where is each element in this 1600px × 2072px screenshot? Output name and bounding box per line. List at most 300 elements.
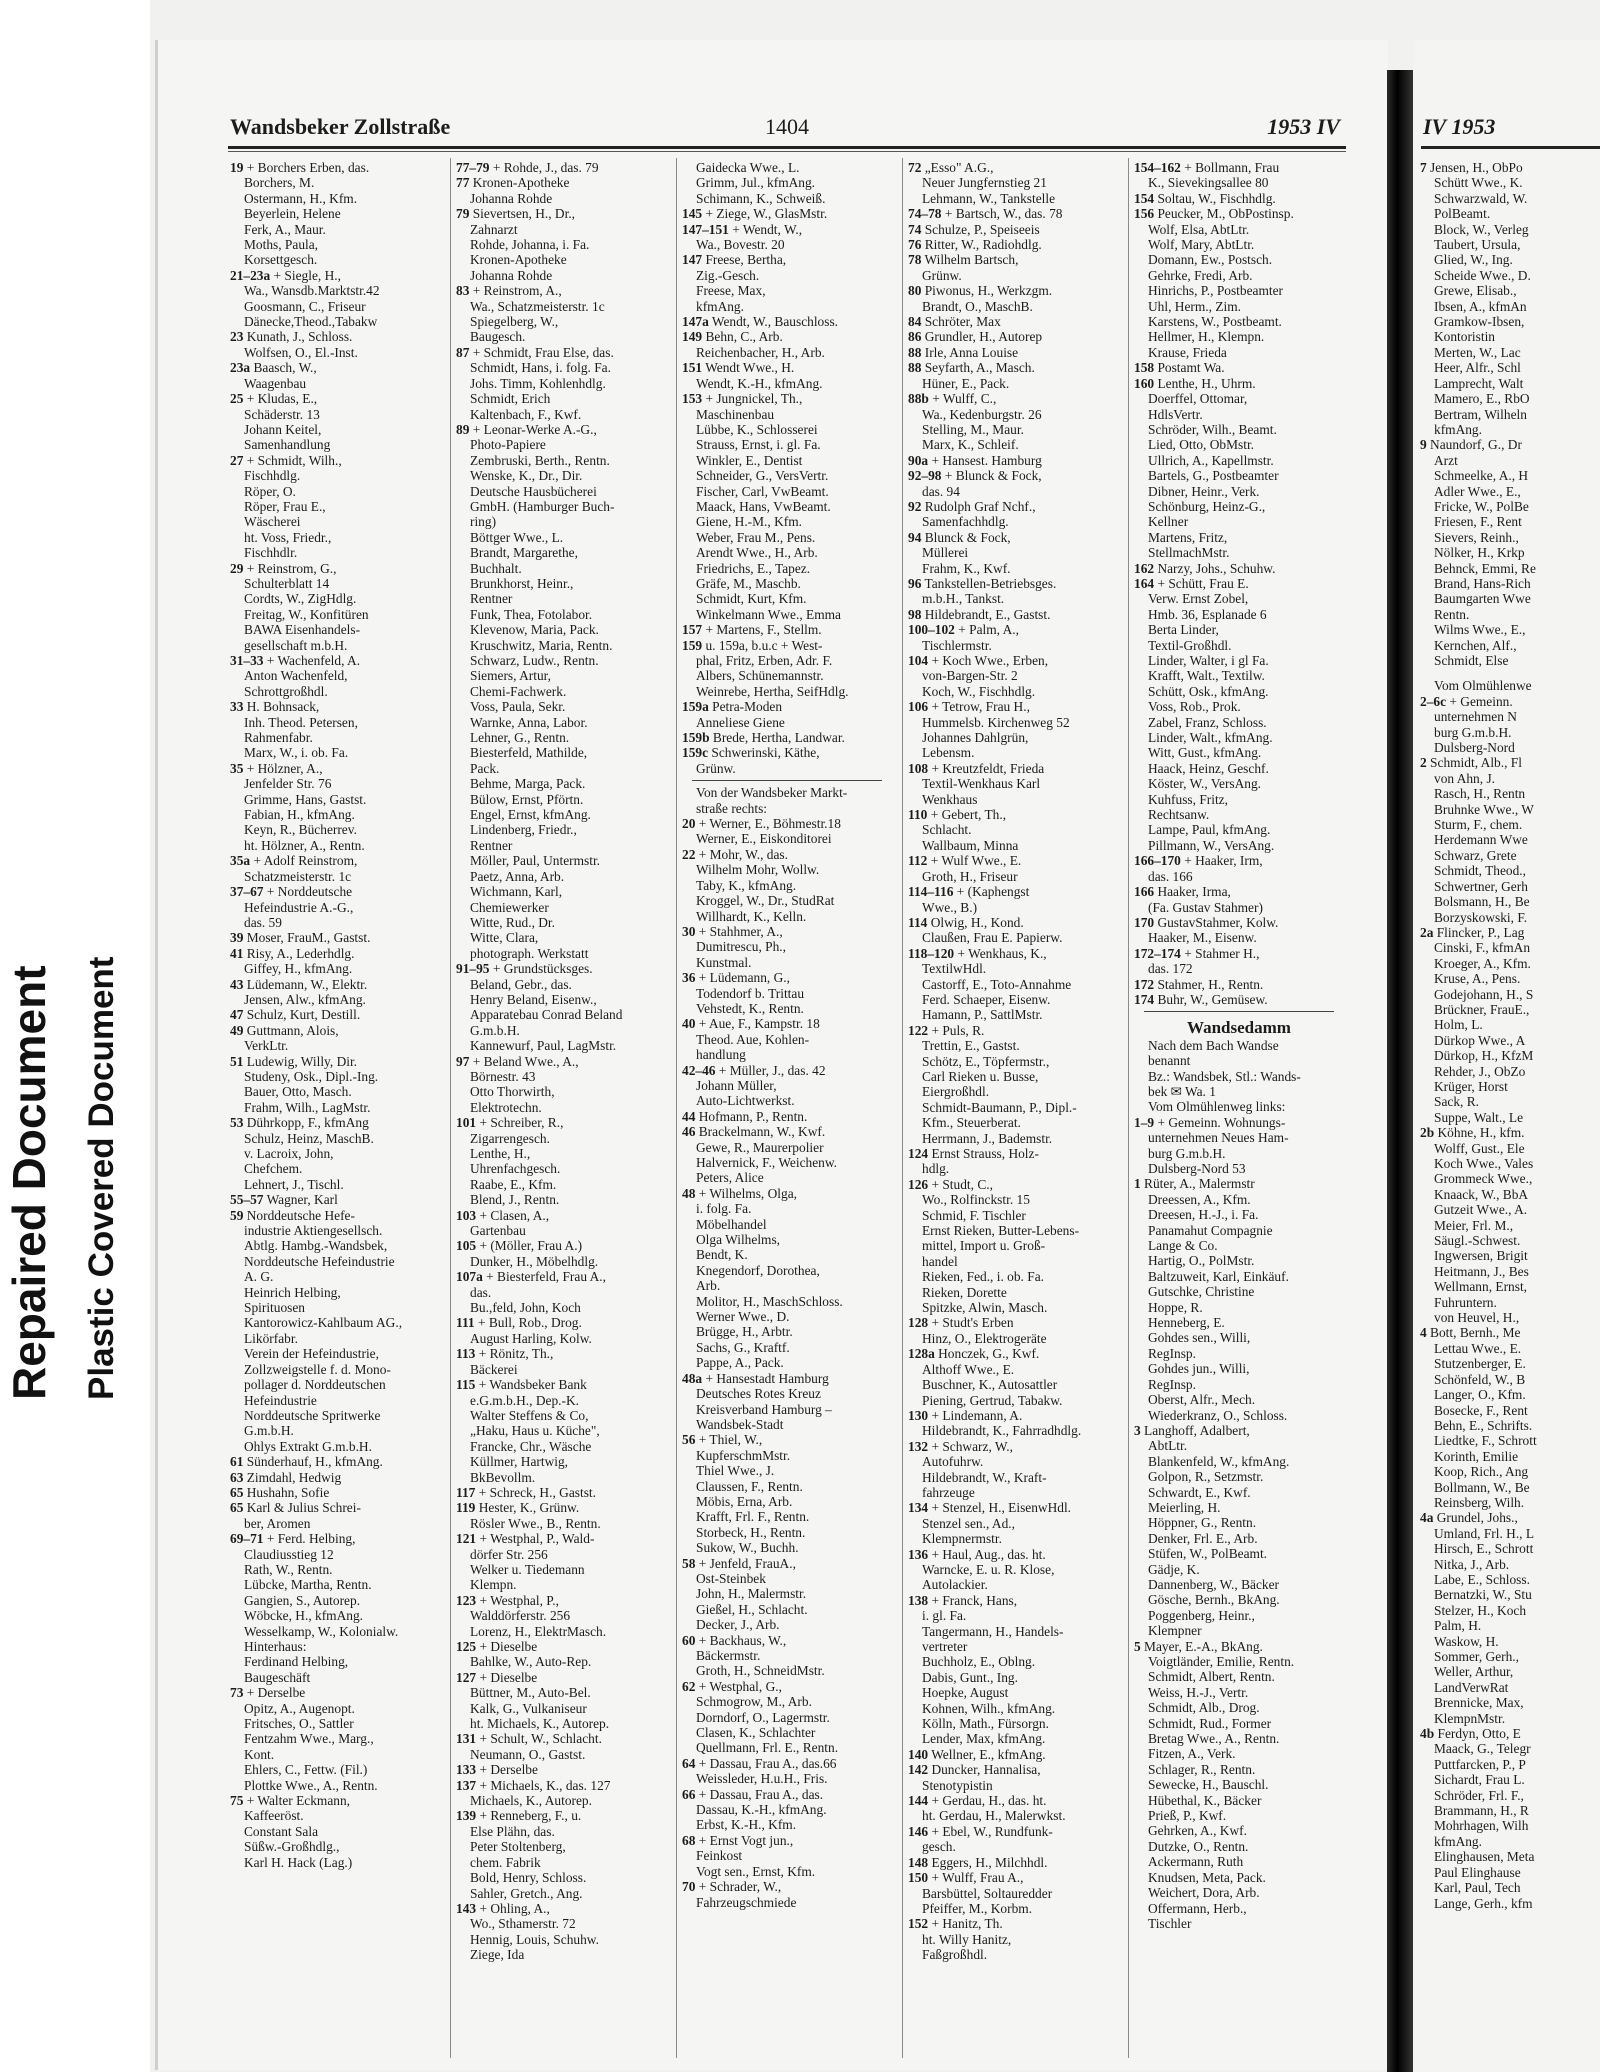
directory-entry: 69–71 + Ferd. Helbing, [230,1531,356,1547]
directory-entry: Paetz, Anna, Arb. [470,868,565,884]
directory-entry: Grünw. [696,760,736,776]
directory-entry: Dänecke,Theod.,Tabakw [244,314,378,330]
column-divider [676,158,677,2058]
directory-entry: 40 + Aue, F., Kampstr. 18 [682,1016,820,1032]
directory-entry: 5 Mayer, E.-A., BkAng. [1134,1638,1263,1654]
directory-entry: 77–79 + Rohde, J., das. 79 [456,160,599,175]
directory-entry: Schlacht. [922,822,972,838]
directory-entry: Köster, W., VersAng. [1148,776,1262,792]
directory-entry: 77 Kronen-Apotheke [456,175,570,191]
directory-entry: benannt [1148,1053,1191,1069]
directory-entry: i. gl. Fa. [922,1608,967,1624]
directory-entry: Lange & Co. [1148,1238,1218,1254]
directory-entry: LandVerwRat [1434,1679,1509,1695]
directory-entry: Wa., Bovestr. 20 [696,237,785,253]
directory-entry: Trettin, E., Gastst. [922,1038,1020,1054]
directory-entry: Korinth, Emilie [1434,1448,1519,1464]
directory-entry: Bäckermstr. [696,1648,761,1663]
directory-entry: Ehlers, C., Fettw. (Fil.) [244,1762,368,1778]
directory-entry: Stelling, M., Maur. [922,421,1024,437]
directory-entry: Suppe, Walt., Le [1434,1109,1524,1125]
directory-entry: Stelzer, H., Koch [1434,1602,1527,1618]
directory-entry: Fischhdlr. [244,545,298,561]
directory-entry: vertreter [922,1639,968,1654]
directory-entry: Kroeger, A., Kfm. [1434,955,1531,971]
directory-entry: Kohnen, Wilh., kfmAng. [922,1700,1056,1716]
directory-entry: Dreessen, A., Kfm. [1148,1191,1251,1207]
directory-entry: Wesselkamp, W., Kolonialw. [244,1623,399,1639]
directory-entry: v. Lacroix, John, [244,1146,334,1161]
directory-entry: Freitag, W., Konfitüren [244,606,369,622]
directory-entry: Stenotypistin [922,1777,993,1793]
directory-entry: Gohdes jun., Willi, [1148,1361,1250,1377]
directory-entry: 70 + Schrader, W., [682,1879,782,1895]
directory-entry: Lindenberg, Friedr., [470,822,577,838]
directory-entry: Pack. [470,760,500,776]
directory-entry: Schimann, K., Schweiß. [696,190,826,206]
directory-entry: Sukow, W., Buchh. [696,1540,799,1556]
directory-entry: Wolf, Elsa, AbtLtr. [1148,221,1250,237]
section-rule [692,780,882,781]
directory-entry: Sewecke, H., Bauschl. [1148,1777,1269,1793]
directory-entry: Carl Rieken u. Busse, [922,1068,1039,1084]
directory-entry: Lorenz, H., ElektrMasch. [470,1623,607,1639]
directory-entry: das. 94 [922,483,960,499]
directory-entry: 22 + Mohr, W., das. [682,846,788,862]
directory-entry: 137 + Michaels, K., das. 127 [456,1777,611,1793]
directory-entry: 80 Piwonus, H., Werkzgm. [908,283,1053,299]
directory-entry: dörfer Str. 256 [470,1546,548,1562]
directory-entry: Wa., Wansdb.Marktstr.42 [244,283,380,299]
directory-entry: Norddeutsche Spritwerke [244,1407,381,1423]
directory-entry: Lehner, G., Rentn. [470,730,570,746]
directory-entry: Dulsberg-Nord 53 [1148,1161,1246,1176]
directory-entry: 31–33 + Wachenfeld, A. [230,653,361,668]
directory-column-2 [456,160,666,2060]
directory-entry: 30 + Stahhmer, A., [682,923,783,939]
directory-entry: Höppner, G., Rentn. [1148,1515,1257,1531]
directory-entry: Kronen-Apotheke [470,252,567,268]
directory-entry: Otto Thorwirth, [470,1084,555,1100]
directory-entry: Funk, Thea, Fotolabor. [470,606,593,622]
directory-entry: Wendt, K.-H., kfmAng. [696,375,823,391]
directory-entry: Todendorf b. Trittau [696,985,805,1001]
directory-entry: Wöbcke, H., kfmAng. [244,1608,363,1624]
directory-entry: Hummelsb. Kirchenweg 52 [922,714,1070,730]
directory-entry: Glied, W., Ing. [1434,252,1513,268]
directory-entry: Barsbüttel, Soltauredder [922,1885,1053,1901]
directory-entry: Bernatzki, W., Stu [1434,1587,1532,1603]
directory-entry: Karl, Paul, Tech [1434,1880,1521,1896]
directory-entry: Fricke, W., PolBe [1434,498,1529,514]
directory-entry: Gutschke, Christine [1148,1284,1255,1300]
directory-entry: Fischer, Carl, VwBeamt. [696,483,829,499]
directory-entry: Schmidt, Hans, i. folg. Fa. [470,360,611,376]
directory-entry: 37–67 + Norddeutsche [230,884,353,900]
directory-entry: Kannewurf, Paul, LagMstr. [470,1038,617,1054]
directory-entry: Knaack, W., BbA [1434,1186,1529,1202]
directory-entry: Arendt Wwe., H., Arb. [696,545,818,561]
directory-entry: 115 + Wandsbeker Bank [456,1377,587,1393]
directory-entry: Sachs, G., Kraftf. [696,1339,790,1355]
directory-entry: Dunker, H., Möbelhdlg. [470,1253,599,1269]
directory-entry: Chefchem. [244,1161,303,1177]
directory-entry: 47 Schulz, Kurt, Destill. [230,1007,361,1023]
page-number: 1404 [765,114,809,139]
directory-entry: Heitmann, J., Bes [1434,1263,1529,1279]
directory-entry: Bu.,feld, John, Koch [470,1300,581,1316]
directory-entry: 27 + Schmidt, Wilh., [230,452,342,468]
directory-entry: Rentn. [1434,606,1470,622]
directory-entry: Witte, Rud., Dr. [470,914,556,930]
directory-entry: Röper, O. [244,483,296,499]
directory-entry: Scheide Wwe., D. [1434,267,1531,283]
directory-entry: 126 + Studt, C., [908,1176,993,1192]
directory-entry: Fahrzeugschmiede [696,1894,797,1910]
directory-entry: Bauer, Otto, Masch. [244,1084,352,1100]
directory-entry: Büttner, M., Auto-Bel. [470,1685,591,1701]
directory-entry: Zembruski, Berth., Rentn. [470,452,610,468]
directory-entry: Knudsen, Meta, Pack. [1148,1869,1266,1885]
directory-entry: Willhardt, K., Kelln. [696,908,807,924]
directory-entry: Bartels, G., Postbeamter [1148,468,1279,484]
directory-entry: Herrmann, J., Bademstr. [922,1130,1053,1146]
directory-entry: Gehrke, Fredi, Arb. [1148,267,1253,283]
directory-entry: Johannes Dahlgrün, [922,730,1029,746]
directory-entry: Althoff Wwe., E. [922,1361,1015,1377]
directory-entry: 2a Flincker, P., Lag [1420,924,1525,940]
directory-entry: Gießel, H., Schlacht. [696,1601,808,1617]
directory-entry: Cordts, W., ZigHdlg. [244,591,357,607]
directory-entry: Müllerei [922,545,969,561]
directory-entry: Ackermann, Ruth [1148,1854,1244,1870]
directory-entry: 96 Tankstellen-Betriebsges. [908,575,1057,591]
directory-entry: 157 + Martens, F., Stellm. [682,622,822,638]
directory-entry: Uhrenfachgesch. [470,1161,561,1177]
directory-entry: 136 + Haul, Aug., das. ht. [908,1546,1046,1562]
directory-entry: Fitzen, A., Verk. [1148,1746,1236,1762]
directory-entry: Hüner, E., Pack. [922,375,1010,391]
directory-entry: 60 + Backhaus, W., [682,1632,787,1648]
directory-entry: Gramkow-Ibsen, [1434,314,1525,330]
directory-entry: 101 + Schreiber, R., [456,1115,564,1131]
directory-entry: Hennig, Louis, Schuhw. [470,1931,599,1947]
directory-entry: Strauss, Ernst, i. gl. Fa. [696,437,821,453]
directory-entry: Vogt sen., Ernst, Kfm. [696,1863,816,1879]
directory-entry: Schmidt-Baumann, P., Dipl.- [922,1099,1077,1115]
directory-entry: 46 Brackelmann, W., Kwf. [682,1124,826,1140]
directory-entry: 140 Wellner, E., kfmAng. [908,1746,1046,1762]
directory-entry: Lied, Otto, ObMstr. [1148,437,1255,453]
directory-entry: Anneliese Giene [696,714,785,730]
directory-entry: Baumgarten Wwe [1434,591,1531,607]
directory-entry: 105 + (Möller, Frau A.) [456,1238,583,1254]
directory-entry: Deutsches Rotes Kreuz [696,1386,821,1402]
directory-entry: K., Sievekingsallee 80 [1148,175,1269,191]
directory-entry: 9 Naundorf, G., Dr [1420,437,1522,453]
directory-entry: KupferschmMstr. [696,1447,791,1463]
directory-entry: 154 Soltau, W., Fischhdlg. [1134,190,1276,206]
directory-entry: Liedtke, F., Schrott [1434,1433,1537,1449]
directory-entry: Gartenbau [470,1223,526,1239]
directory-entry: 147 Freese, Bertha, [682,252,787,268]
directory-entry: Jensen, Alw., kfmAng. [244,991,366,1007]
directory-entry: Johann Keitel, [244,421,322,437]
directory-entry: Schönburg, Heinz-G., [1148,498,1266,514]
directory-entry: Prieß, P., Kwf. [1148,1808,1227,1824]
directory-entry: ber, Aromen [244,1515,311,1531]
directory-entry: Herdemann Wwe [1434,832,1528,848]
directory-entry: 2 Schmidt, Alb., Fl [1420,755,1522,771]
directory-entry: Gehrken, A., Kwf. [1148,1823,1247,1839]
directory-entry: Lenthe, H., [470,1146,531,1161]
directory-entry: Feinkost [696,1848,743,1864]
directory-entry: 172 Stahmer, H., Rentn. [1134,976,1264,992]
directory-entry: Sichardt, Frau L. [1434,1772,1525,1788]
directory-entry: Werner, E., Eiskonditorei [696,831,832,847]
directory-entry: Giffey, H., kfmAng. [244,961,353,977]
directory-entry: 84 Schröter, Max [908,314,1001,330]
directory-column-3 [682,160,892,2060]
directory-entry: 117 + Schreck, H., Gastst. [456,1484,596,1500]
directory-entry: Marx, W., i. ob. Fa. [244,745,349,761]
directory-entry: 142 Duncker, Hannalisa, [908,1762,1041,1778]
directory-entry: 121 + Westphal, P., Wald- [456,1531,595,1547]
directory-entry: Schulterblatt 14 [244,575,330,591]
directory-entry: 144 + Gerdau, H., das. ht. [908,1793,1047,1809]
directory-entry: Lamprecht, Walt [1434,375,1524,391]
directory-entry: 128 + Studt's Erben [908,1315,1014,1331]
directory-entry: Berta Linder, [1148,622,1219,638]
directory-entry: 122 + Puls, R. [908,1022,985,1038]
directory-entry: 133 + Derselbe [456,1762,538,1778]
directory-entry: Clasen, K., Schlachter [696,1725,816,1741]
directory-column-1 [230,160,440,2060]
plastic-covered-label: Plastic Covered Document [82,956,121,1400]
directory-entry: 49 Guttmann, Alois, [230,1022,339,1038]
directory-entry: von Ahn, J. [1434,770,1496,786]
directory-entry: Zabel, Franz, Schloss. [1148,714,1267,730]
directory-entry: das. [470,1284,492,1300]
directory-entry: Baugesch. [470,329,526,345]
directory-entry: Rentner [470,837,513,853]
directory-entry: 76 Ritter, W., Radiohdlg. [908,237,1042,253]
directory-entry: das. 59 [244,914,282,930]
directory-entry: 159b Brede, Hertha, Landwar. [682,730,845,746]
directory-entry: Langer, O., Kfm. [1434,1387,1526,1403]
directory-entry: Gädje, K. [1148,1561,1200,1577]
directory-entry: Wilms Wwe., E., [1434,622,1526,638]
directory-entry: 159a Petra-Moden [682,699,783,715]
directory-entry: 19 + Borchers Erben, das. [230,160,370,175]
directory-entry: Wa., Kedenburgstr. 26 [922,406,1042,422]
directory-entry: Säugl.-Schwest. [1434,1233,1521,1249]
directory-entry: 147a Wendt, W., Bauschloss. [682,314,839,330]
directory-entry: handlung [696,1047,746,1063]
directory-entry: Röper, Frau E., [244,498,326,514]
directory-entry: 4 Bott, Bernh., Me [1420,1325,1521,1341]
directory-entry: Samenhandlung [244,437,331,453]
directory-entry: Dassau, K.-H., kfmAng. [696,1802,827,1818]
directory-entry: 114 Olwig, H., Kond. [908,914,1024,930]
directory-entry: Olga Wilhelms, [696,1232,781,1248]
directory-entry: Waskow, H. [1434,1633,1499,1649]
directory-entry: Voss, Paula, Sekr. [470,699,566,715]
section-title: Wandsedamm [1187,1018,1291,1038]
directory-entry: 92–98 + Blunck & Fock, [908,468,1042,484]
directory-entry: kfmAng. [696,298,744,314]
directory-entry: 33 H. Bohnsack, [230,699,320,715]
directory-entry: Kaltenbach, F., Kwf. [470,406,582,422]
directory-entry: Nitka, J., Arb. [1434,1556,1510,1572]
directory-entry: Stüfen, W., PolBeamt. [1148,1546,1268,1562]
directory-entry: Warnke, Anna, Labor. [470,714,588,730]
directory-entry: 110 + Gebert, Th., [908,807,1007,823]
directory-entry: Möller, Paul, Untermstr. [470,853,601,869]
directory-entry: Dulsberg-Nord [1434,740,1515,756]
directory-entry: 118–120 + Wenkhaus, K., [908,945,1047,961]
directory-entry: Rehder, J., ObZo [1434,1063,1526,1079]
directory-entry: Opitz, A., Augenopt. [244,1700,355,1716]
directory-entry: Eiergroßhdl. [922,1084,990,1100]
directory-entry: Plottke Wwe., A., Rentn. [244,1777,378,1793]
directory-entry: Korsettgesch. [244,252,318,268]
directory-entry: Hefeindustrie [244,1392,317,1408]
directory-entry: Abtlg. Hambg.-Wandsbek, [244,1238,388,1254]
directory-entry: 152 + Hanitz, Th. [908,1916,1003,1932]
directory-entry: Kruse, A., Pens. [1434,971,1521,987]
directory-entry: 106 + Tetrow, Frau H., [908,699,1030,715]
directory-entry: Arzt [1434,452,1458,468]
directory-entry: Jenfelder Str. 76 [244,776,332,792]
directory-entry: Neuer Jungfernstieg 21 [922,175,1047,191]
directory-entry: Schwarzwald, W. [1434,190,1528,206]
directory-entry: Adler Wwe., E., [1434,483,1521,499]
directory-entry: Domann, Ew., Postsch. [1148,252,1273,268]
directory-entry: 89 + Leonar-Werke A.-G., [456,421,597,437]
directory-entry: Bollmann, W., Be [1434,1479,1530,1495]
facing-page-header: IV 1953 [1423,114,1496,139]
directory-entry: Vom Olmühlenwe [1434,678,1532,694]
directory-entry: Koop, Rich., Ang [1434,1464,1529,1480]
directory-entry: Schmidt, Rud., Former [1148,1715,1272,1731]
directory-entry: 61 Sünderhauf, H., kfmAng. [230,1454,383,1470]
directory-entry: Grewe, Elisab., [1434,283,1517,299]
directory-entry: Kfm., Steuerberat. [922,1115,1021,1131]
directory-entry: Castorff, E., Toto-Annahme [922,976,1072,992]
directory-entry: John, H., Malermstr. [696,1586,807,1602]
directory-entry: Thiel Wwe., J. [696,1463,775,1479]
directory-entry: Henneberg, E. [1148,1315,1225,1331]
directory-entry: Dibner, Heinr., Verk. [1148,483,1260,499]
directory-entry: 62 + Westphal, G., [682,1678,782,1694]
directory-entry: Paul Elinghause [1434,1864,1521,1880]
directory-entry: Sack, R. [1434,1094,1480,1110]
directory-entry: Ost-Steinbek [696,1570,766,1586]
directory-entry: 36 + Lüdemann, G., [682,970,790,986]
directory-entry: e.G.m.b.H., Dep.-K. [470,1392,579,1408]
directory-entry: Weinrebe, Hertha, SeifHdlg. [696,683,849,699]
directory-entry: Walddörferstr. 256 [470,1608,571,1624]
repaired-document-label: Repaired Document [3,965,55,1400]
directory-entry: unternehmen N [1434,709,1517,725]
directory-entry: 3 Langhoff, Adalbert, [1134,1422,1250,1438]
directory-entry: Schmogrow, M., Arb. [696,1694,812,1710]
directory-entry: Grimm, Jul., kfmAng. [696,175,816,191]
directory-entry: Moths, Paula, [244,237,319,253]
directory-entry: 23a Baasch, W., [230,360,317,376]
directory-entry: Biesterfeld, Mathilde, [470,745,588,761]
directory-entry: 153 + Jungnickel, Th., [682,391,803,407]
directory-entry: Inh. Theod. Petersen, [244,714,358,730]
directory-entry: 119 Hester, K., Grünw. [456,1500,580,1516]
directory-entry: Grünw. [922,267,962,283]
directory-entry: 78 Wilhelm Bartsch, [908,252,1019,268]
directory-entry: Johann Müller, [696,1077,777,1093]
directory-entry: 74–78 + Bartsch, W., das. 78 [908,206,1063,222]
directory-entry: August Harling, Kolw. [470,1330,592,1346]
directory-entry: Schötz, E., Töpfermstr., [922,1053,1050,1069]
directory-entry: Kellner [1148,514,1189,530]
directory-entry: 43 Lüdemann, W., Elektr. [230,976,368,992]
directory-entry: Henry Beland, Eisenw., [470,991,597,1007]
directory-entry: Maschinenbau [696,406,775,422]
directory-entry: Gohdes sen., Willi, [1148,1330,1251,1346]
directory-entry: Klempn. [470,1577,517,1593]
directory-entry: Schwardt, E., Kwf. [1148,1484,1251,1500]
directory-entry: Freese, Max, [696,283,766,299]
directory-entry: Schmidt, Erich [470,391,551,407]
directory-entry: Norddeutsche Hefeindustrie [244,1253,395,1269]
directory-entry: 174 Buhr, W., Gemüsew. [1134,991,1268,1007]
directory-entry: 170 GustavStahmer, Kolw. [1134,914,1279,930]
directory-entry: Mohrhagen, Wilh [1434,1818,1529,1834]
directory-entry: RegInsp. [1148,1345,1196,1361]
directory-entry: A. G. [244,1269,274,1285]
directory-entry: Wwe., B.) [922,899,978,915]
directory-entry: Krüger, Horst [1434,1078,1508,1094]
directory-entry: Voigtländer, Emilie, Rentn. [1148,1654,1295,1669]
directory-entry: Gösche, Bernh., BkAng. [1148,1592,1280,1608]
directory-entry: Peter Stoltenberg, [470,1839,566,1855]
directory-entry: 7 Jensen, H., ObPo [1420,160,1523,175]
directory-entry: 48 + Wilhelms, Olga, [682,1185,797,1201]
directory-entry: fahrzeuge [922,1484,975,1500]
directory-entry: Lettau Wwe., E. [1434,1340,1522,1356]
directory-entry: Waagenbau [244,375,307,391]
directory-entry: 90a + Hansest. Hamburg [908,452,1042,468]
directory-entry: 4b Ferdyn, Otto, E [1420,1726,1521,1742]
directory-entry: 112 + Wulf Wwe., E. [908,853,1022,869]
directory-entry: Bruhnke Wwe., W [1434,801,1534,817]
directory-entry: 164 + Schütt, Frau E. [1134,575,1249,591]
directory-entry: 73 + Derselbe [230,1685,306,1701]
directory-entry: Johanna Rohde [470,267,553,283]
directory-entry: Studeny, Osk., Dipl.-Ing. [244,1068,379,1084]
directory-entry: Baltzuweit, Karl, Einkäuf. [1148,1268,1289,1284]
directory-entry: Schwarz, Ludw., Rentn. [470,653,599,668]
directory-entry: 21–23a + Siegle, H., [230,267,341,283]
directory-entry: Ohlys Extrakt G.m.b.H. [244,1438,372,1454]
directory-entry: Hinz, O., Elektrogeräte [922,1330,1047,1346]
directory-entry: 88 Seyfarth, A., Masch. [908,360,1035,376]
directory-entry: Lange, Gerh., kfm [1434,1895,1533,1911]
directory-entry: Winkler, E., Dentist [696,452,803,468]
directory-entry: Textil-Wenkhaus Karl [922,776,1041,792]
directory-entry: 74 Schulze, P., Speiseeis [908,221,1040,237]
directory-entry: Gutzeit Wwe., A. [1434,1202,1528,1218]
directory-entry: Tischler [1148,1915,1192,1931]
